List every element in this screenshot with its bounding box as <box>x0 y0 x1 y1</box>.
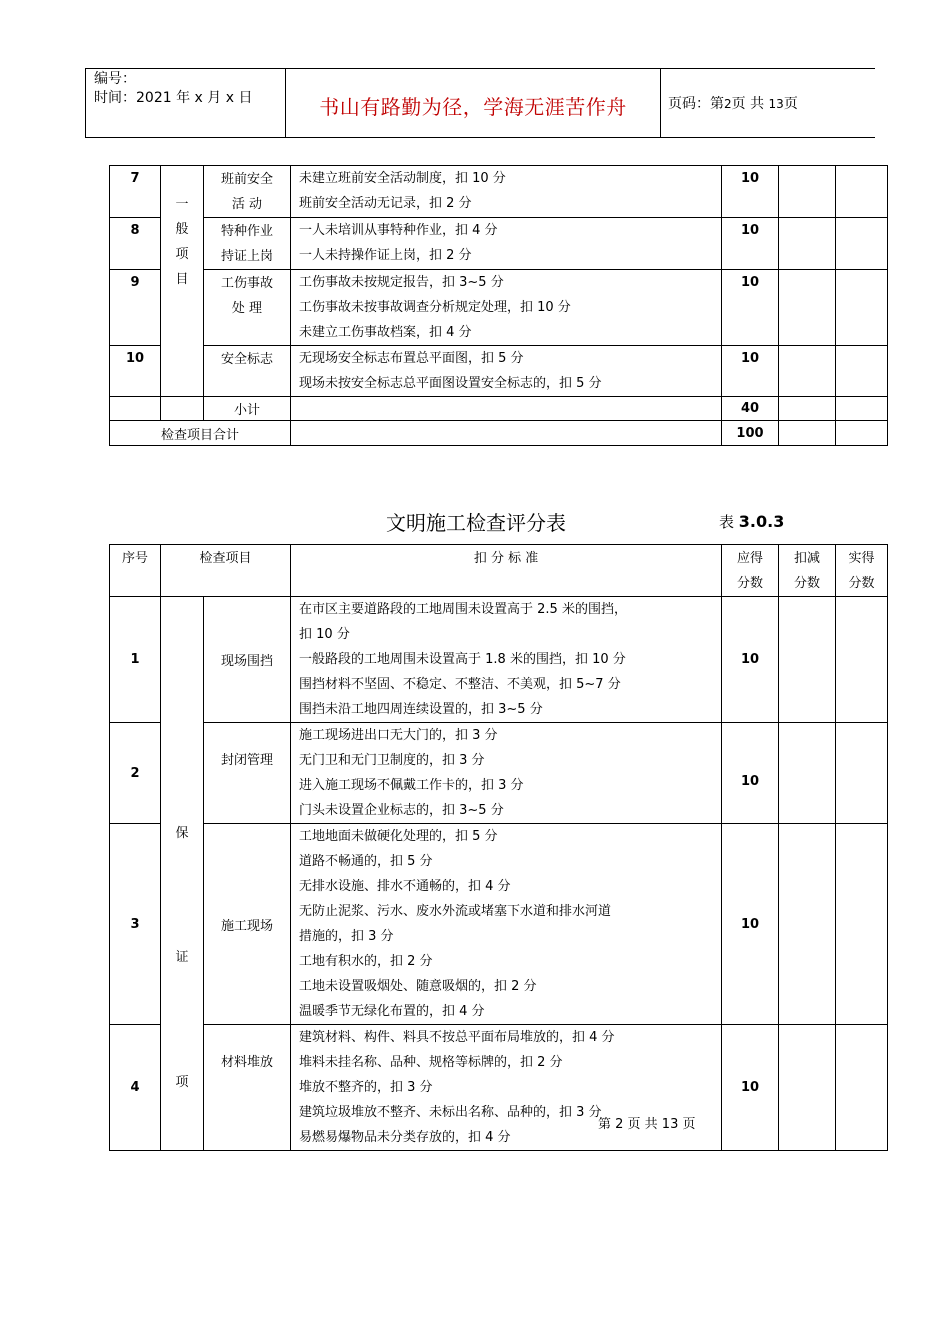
row-number: 1 <box>110 597 161 723</box>
header-standard: 扣 分 标 准 <box>291 545 722 597</box>
score-should: 10 <box>722 346 779 397</box>
row-number: 8 <box>110 218 161 270</box>
row-number: 9 <box>110 270 161 346</box>
total-row <box>110 421 888 446</box>
category-guarantee: 保 证 项 <box>161 597 204 1151</box>
score-actual <box>836 597 888 723</box>
header-score-should: 应得 分数 <box>722 545 779 597</box>
table-row <box>110 270 888 346</box>
score-deduct <box>779 597 836 723</box>
deduction-standard: 工伤事故未按规定报告，扣 3~5 分 工伤事故未按事故调查分析规定处理，扣 10 分 未建立工伤事故档案，扣 4 分 <box>291 270 722 346</box>
score-actual <box>836 1025 888 1151</box>
score-actual <box>836 218 888 270</box>
header-motto-cell <box>285 69 661 137</box>
code-label: 编号： <box>94 71 136 87</box>
page-total: 13 <box>768 97 784 111</box>
score-actual <box>836 346 888 397</box>
check-item: 工伤事故 处 理 <box>204 270 291 346</box>
table-row <box>110 723 888 824</box>
page-suffix: 页 <box>783 96 798 112</box>
deduction-standard: 在市区主要道路段的工地周围未设置高于 2.5 米的围挡， 扣 10 分 一般路段的工地周围未设置高于 1.8 米的围挡，扣 10 分 围挡材料不坚固、不稳定、不整洁、不美观，扣 5~7 分 围挡未沿工地四周连续设置的，扣 3~5 分 <box>291 597 722 723</box>
table-number: 表 3.0.3 <box>719 512 785 531</box>
page-current: 2 <box>724 97 732 111</box>
score-actual <box>836 166 888 218</box>
table-title: 文明施工检查评分表 <box>386 511 566 535</box>
score-should: 10 <box>722 597 779 723</box>
row-number: 4 <box>110 1025 161 1151</box>
score-actual <box>836 723 888 824</box>
subtotal-score: 40 <box>722 397 779 421</box>
deduction-standard: 无现场安全标志布置总平面图，扣 5 分 现场未按安全标志总平面图设置安全标志的，扣 5 分 <box>291 346 722 397</box>
deduction-standard: 未建立班前安全活动制度，扣 10 分 班前安全活动无记录，扣 2 分 <box>291 166 722 218</box>
page-mid: 页 共 <box>731 96 765 112</box>
category-general: 一 般 项 目 <box>161 166 204 397</box>
deduction-standard: 工地地面未做硬化处理的，扣 5 分 道路不畅通的，扣 5 分 无排水设施、排水不通畅的，扣 4 分 无防止泥浆、污水、废水外流或堵塞下水道和排水河道 措施的，扣 3 分 工地有积水的，扣 2 分 工地未设置吸烟处、随意吸烟的，扣 2 分 温暖季节无绿化布置的，扣 4 分 <box>291 824 722 1025</box>
header-score-actual: 实得 分数 <box>836 545 888 597</box>
score-deduct <box>779 270 836 346</box>
total-score: 100 <box>722 421 779 446</box>
header-item: 检查项目 <box>161 545 291 597</box>
row-number: 3 <box>110 824 161 1025</box>
header-no: 序号 <box>110 545 161 597</box>
table-row <box>110 597 888 723</box>
check-item: 现场围挡 <box>204 597 291 723</box>
civilized-construction-table <box>109 544 888 1151</box>
header-meta-cell <box>85 69 286 137</box>
subtotal-label: 小计 <box>204 397 291 421</box>
header-row <box>110 545 888 597</box>
subtotal-row <box>110 397 888 421</box>
score-should: 10 <box>722 1025 779 1151</box>
row-number: 7 <box>110 166 161 218</box>
page-prefix: 页码：第 <box>668 96 724 112</box>
check-item: 特种作业 持证上岗 <box>204 218 291 270</box>
score-deduct <box>779 166 836 218</box>
score-actual <box>836 270 888 346</box>
score-should: 10 <box>722 723 779 824</box>
score-deduct <box>779 346 836 397</box>
row-number: 10 <box>110 346 161 397</box>
score-should: 10 <box>722 166 779 218</box>
check-item: 安全标志 <box>204 346 291 397</box>
safety-checklist-table <box>109 165 888 446</box>
row-number: 2 <box>110 723 161 824</box>
check-item: 施工现场 <box>204 824 291 1025</box>
score-deduct <box>779 824 836 1025</box>
score-should: 10 <box>722 270 779 346</box>
check-item: 材料堆放 <box>204 1025 291 1151</box>
score-deduct <box>779 1025 836 1151</box>
score-should: 10 <box>722 824 779 1025</box>
score-deduct <box>779 218 836 270</box>
motto-text: 书山有路勤为径，学海无涯苦作舟 <box>319 95 627 119</box>
page-number-info <box>668 93 798 113</box>
page-footer: 第 2 页 共 13 页 <box>598 1117 696 1132</box>
table-row <box>110 346 888 397</box>
header-score-deduct: 扣减 分数 <box>779 545 836 597</box>
time-label: 时间：2021 年 x 月 x 日 <box>94 90 253 106</box>
table-row <box>110 1025 888 1151</box>
score-actual <box>836 824 888 1025</box>
table-row <box>110 218 888 270</box>
table-row <box>110 824 888 1025</box>
deduction-standard: 建筑材料、构件、料具不按总平面布局堆放的，扣 4 分 堆料未挂名称、品种、规格等标牌的，扣 2 分 堆放不整齐的，扣 3 分 建筑垃圾堆放不整齐、未标出名称、品种的，扣 3 分 易燃易爆物品未分类存放的，扣 4 分 <box>291 1025 722 1151</box>
header-page-cell <box>660 69 875 137</box>
score-should: 10 <box>722 218 779 270</box>
deduction-standard: 施工现场进出口无大门的，扣 3 分 无门卫和无门卫制度的，扣 3 分 进入施工现场不佩戴工作卡的，扣 3 分 门头未设置企业标志的，扣 3~5 分 <box>291 723 722 824</box>
deduction-standard: 一人未培训从事特种作业，扣 4 分 一人未持操作证上岗，扣 2 分 <box>291 218 722 270</box>
page-header <box>85 68 875 138</box>
check-item: 封闭管理 <box>204 723 291 824</box>
score-deduct <box>779 723 836 824</box>
total-label: 检查项目合计 <box>110 421 291 446</box>
table-row <box>110 166 888 218</box>
check-item: 班前安全 活 动 <box>204 166 291 218</box>
